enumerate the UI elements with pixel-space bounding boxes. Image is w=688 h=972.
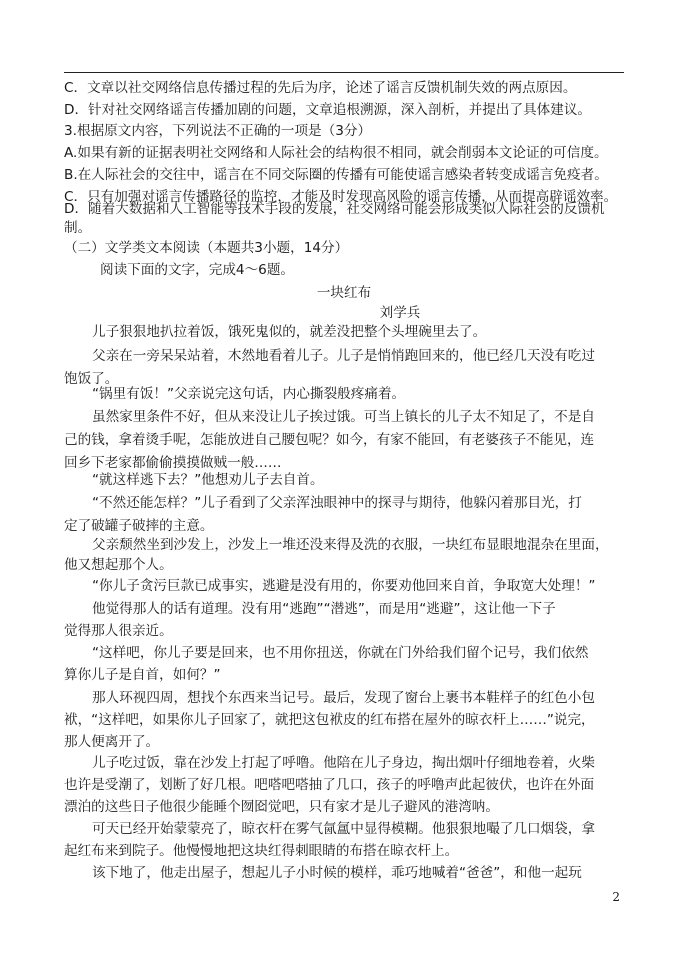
story-line: 儿子狠狠地扒拉着饭，饿死鬼似的，就差没把整个头埋碗里去了。: [92, 324, 487, 340]
page-number: 2: [612, 890, 620, 904]
option-d-prev: D．针对社交网络谣言传播加剧的问题，文章追根溯源，深入剖析，并提出了具体建议。: [64, 102, 592, 118]
story-line: 那人环视四周，想找个东西来当记号。最后，发现了窗台上裹书本鞋样子的红色小包: [92, 690, 595, 706]
story-line: 也许是受潮了，划断了好几根。吧嗒吧嗒抽了几口，孩子的呼噜声此起彼伏，也许在外面: [64, 777, 595, 793]
question-3-option-d: D．随着大数据和人工智能等技术手段的发展，社交网络可能会形成类似人际社会的反馈机: [64, 201, 605, 217]
story-line: 那人便离开了。: [64, 734, 160, 750]
header-rule: [64, 72, 624, 73]
story-author: 刘学兵: [379, 305, 421, 321]
story-line: 回乡下老家都偷偷摸摸做贼一般……: [64, 455, 282, 471]
story-title: 一块红布: [316, 285, 372, 301]
story-line: 该下地了，他走出屋子，想起儿子小时候的模样，乖巧地喊着“爸爸”，和他一起玩: [92, 865, 582, 881]
story-line: 定了破罐子破摔的主意。: [64, 518, 214, 534]
story-line: 他又想起那个人。: [64, 557, 173, 573]
section-instruction: 阅读下面的文字，完成4～6题。: [100, 262, 295, 278]
question-3-option-c: C．只有加强对谣言传播路径的监控，才能及时发现高风险的谣言传播，从而提高辟谣效率。: [64, 189, 618, 205]
story-line: 他觉得那人的话有道理。没有用“逃跑”“潜逃”，而是用“逃避”，这让他一下子: [92, 601, 556, 617]
story-line: 虽然家里条件不好，但从来没让儿子挨过饿。可当上镇长的儿子太不知足了，不是自: [92, 409, 595, 425]
story-line: 己的钱，拿着烫手呢，怎能放进自己腰包呢？如今，有家不能回，有老婆孩子不能见，连: [64, 432, 595, 448]
question-3-option-d-cont: 制。: [64, 220, 92, 236]
story-line: “锅里有饭！”父亲说完这句话，内心撕裂般疼痛着。: [92, 386, 406, 402]
story-line: 儿子吃过饭，靠在沙发上打起了呼噜。他陪在儿子身边，掏出烟叶仔细地卷着，火柴: [92, 755, 595, 771]
question-3-stem: 3.根据原文内容，下列说法不正确的一项是（3分）: [64, 123, 372, 139]
option-c-prev: C．文章以社交网络信息传播过程的先后为序，论述了谣言反馈机制失效的两点原因。: [64, 80, 577, 96]
story-line: 父亲在一旁呆呆站着，木然地看着儿子。儿子是悄悄跑回来的，他已经几天没有吃过: [92, 348, 595, 364]
story-line: 漂泊的这些日子他很少能睡个囫囵觉吧，只有家才是儿子避风的港湾呐。: [64, 799, 499, 815]
story-line: “就这样逃下去？”他想劝儿子去自首。: [92, 472, 324, 488]
story-line: “你儿子贪污巨款已成事实，逃避是没有用的，你要劝他回来自首，争取宽大处理！”: [92, 578, 596, 594]
story-line: 算你儿子是自首，如何？”: [64, 667, 221, 683]
story-line: 父亲颓然坐到沙发上，沙发上一堆还没来得及洗的衣服，一块红布显眼地混杂在里面，: [92, 537, 609, 553]
story-line: 饱饭了。: [64, 371, 119, 387]
story-line: “不然还能怎样？”儿子看到了父亲浑浊眼神中的探寻与期待，他躲闪着那目光，打: [92, 495, 582, 511]
story-line: 觉得那人很亲近。: [64, 623, 173, 639]
section-heading: （二）文学类文本阅读（本题共3小题，14分）: [64, 240, 349, 256]
story-line: “这样吧，你儿子要是回来，也不用你扭送，你就在门外给我们留个记号，我们依然: [92, 645, 589, 661]
story-line: 起红布来到院子。他慢慢地把这块红得刺眼睛的布搭在晾衣杆上。: [64, 843, 459, 859]
question-3-option-b: B.在人际社会的交往中，谣言在不同交际圈的传播有可能使谣言感染者转变成谣言免疫者。: [64, 167, 608, 183]
story-line: 袱，“这样吧，如果你儿子回家了，就把这包袱皮的红布搭在屋外的晾衣杆上……”说完，: [64, 712, 595, 728]
question-3-option-a: A.如果有新的证据表明社交网络和人际社会的结构很不相同，就会削弱本文论证的可信度。: [64, 145, 608, 161]
story-line: 可天已经开始蒙蒙亮了，晾衣杆在雾气氤氲中显得模糊。他狠狠地嘬了几口烟袋，拿: [92, 821, 595, 837]
